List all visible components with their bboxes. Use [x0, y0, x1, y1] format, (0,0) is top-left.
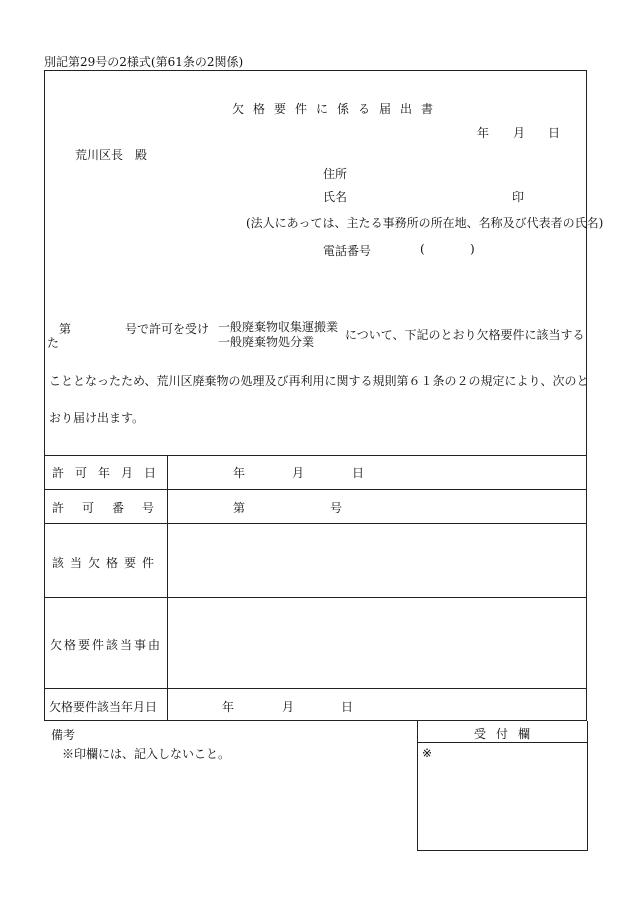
table-line-4: [44, 597, 587, 598]
row-applicable-date-label: 欠格要件該当年月日: [49, 700, 158, 714]
row-permit-date-month: 月: [292, 466, 305, 480]
date-day-label: 日: [548, 126, 561, 140]
reception-mark: ※: [422, 746, 433, 760]
row-permit-number-dai: 第: [233, 501, 246, 515]
addressee: 荒川区長 殿: [75, 148, 148, 162]
business-option-collection: 一般廃棄物収集運搬業: [218, 320, 339, 334]
body-ta: た: [47, 336, 60, 350]
phone-paren-open: (: [420, 242, 425, 256]
reception-header-line: [417, 742, 588, 743]
row-permit-date-label: 許可年月日: [52, 466, 168, 480]
business-option-disposal: 一般廃棄物処分業: [218, 335, 315, 349]
reception-label: 受付欄: [474, 727, 541, 741]
table-line-3: [44, 523, 587, 524]
address-label: 住所: [323, 167, 348, 181]
row-permit-number-go: 号: [330, 501, 343, 515]
date-month-label: 月: [513, 126, 526, 140]
date-year-label: 年: [477, 126, 490, 140]
name-label: 氏名: [323, 190, 348, 204]
phone-label: 電話番号: [323, 244, 372, 258]
row-applicable-date-year: 年: [222, 700, 235, 714]
table-column-divider: [167, 455, 168, 721]
form-reference: 別記第29号の2様式(第61条の2関係): [44, 55, 244, 69]
phone-paren-close: ): [470, 242, 475, 256]
row-applicable-requirement-label: 該当欠格要件: [52, 556, 161, 570]
remarks-note: ※印欄には、記入しないこと。: [62, 747, 231, 761]
form-title: 欠格要件に係る届出書: [232, 102, 443, 116]
body-line3: おり届け出ます。: [49, 411, 145, 425]
table-line-5: [44, 688, 587, 689]
body-dai: 第: [59, 322, 72, 336]
form-frame: [44, 70, 587, 721]
seal-label: 印: [512, 190, 525, 204]
body-line2: こととなったため、荒川区廃棄物の処理及び再利用に関する規則第６１条の２の規定により、次のと: [49, 374, 589, 388]
remarks-label: 備考: [51, 728, 76, 742]
corporation-note: (法人にあっては、主たる事務所の所在地、名称及び代表者の氏名): [246, 216, 604, 230]
body-go-permit: 号で許可を受け: [125, 322, 210, 336]
row-permit-date-day: 日: [352, 466, 365, 480]
table-line-2: [44, 489, 587, 490]
row-permit-date-year: 年: [233, 466, 246, 480]
row-permit-number-label: 許可番号: [52, 501, 173, 515]
row-applicable-date-day: 日: [341, 700, 354, 714]
table-top-line: [44, 455, 587, 456]
body-line1-rest: について、下記のとおり欠格要件に該当する: [345, 328, 585, 342]
row-reason-label: 欠格要件該当事由: [50, 638, 163, 652]
row-applicable-date-month: 月: [282, 700, 295, 714]
